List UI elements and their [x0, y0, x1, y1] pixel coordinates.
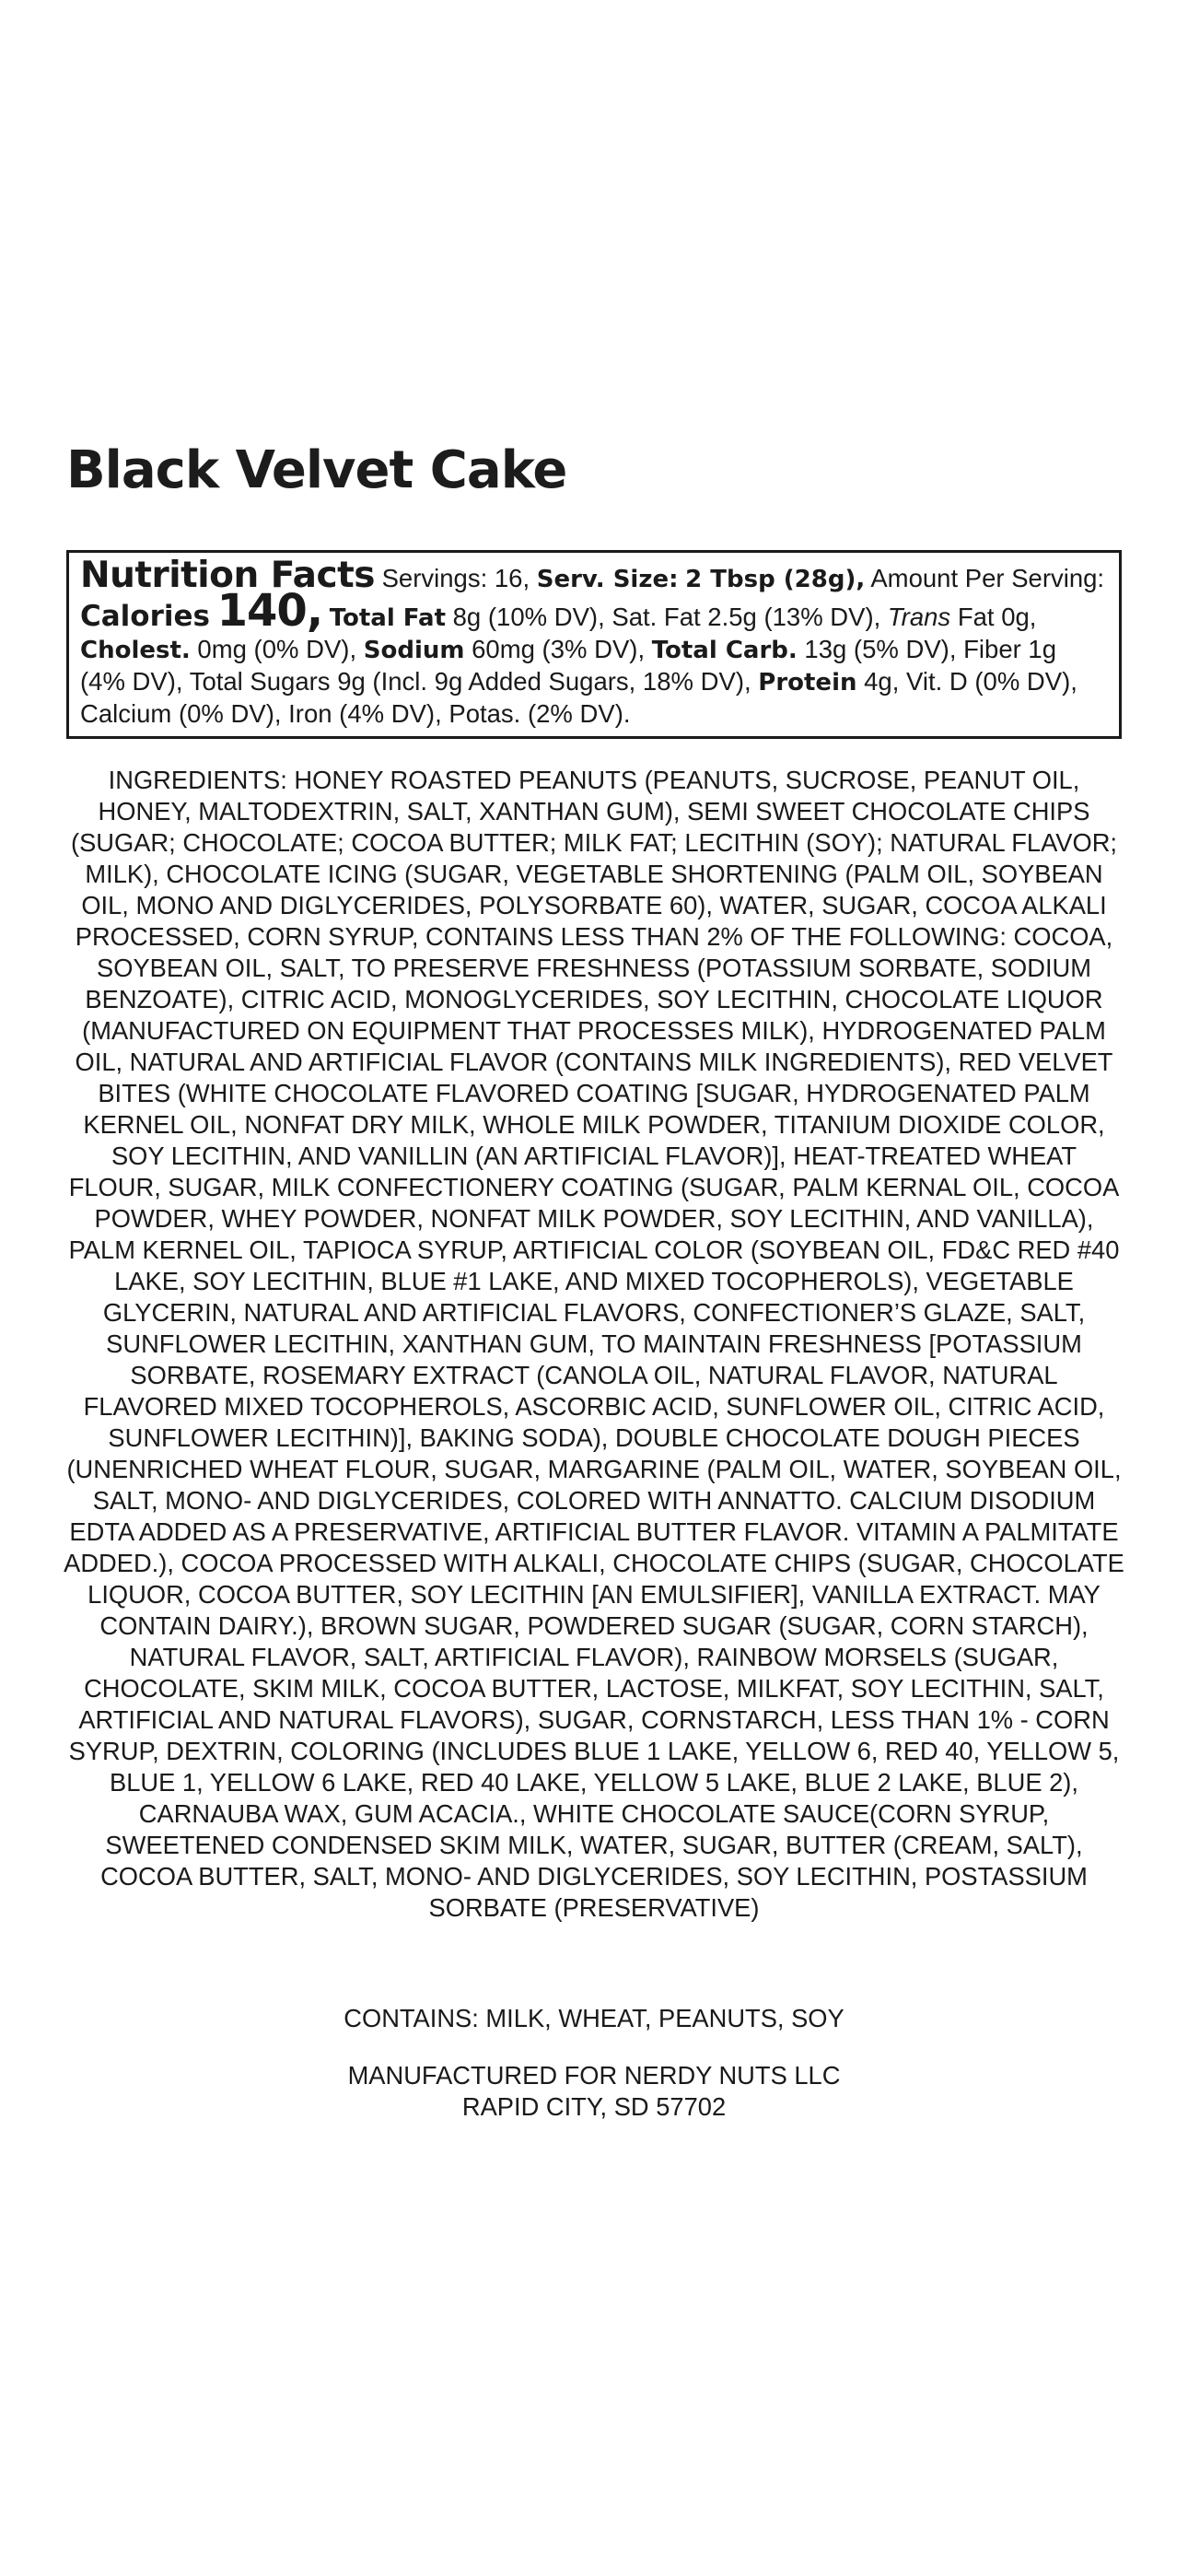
sodium-label: Sodium	[363, 637, 465, 664]
amount-per-serving-text: Amount Per Serving:	[870, 564, 1105, 592]
product-title: Black Velvet Cake	[66, 440, 567, 500]
total-fat-label: Total Fat	[329, 604, 446, 632]
trans-fat-value: Fat 0g,	[957, 603, 1037, 631]
total-carb-value: 13g (5% DV), Fiber 1g (4% DV), Total Sugars 9g (Incl. 9g Added Sugars, 18% DV),	[80, 635, 1056, 696]
allergen-statement: CONTAINS: MILK, WHEAT, PEANUTS, SOY	[344, 2004, 844, 2032]
total-carb-label: Total Carb.	[651, 637, 798, 664]
ingredients-list: INGREDIENTS: HONEY ROASTED PEANUTS (PEANUTS, SUCROSE, PEANUT OIL, HONEY, MALTODEXTRIN, SALT, XANTHAN GUM), SEMI SWEET CHOCOLATE CHIPS (SUGAR; CHOCOLATE; COCOA BUTTER; MILK FAT; LECITHIN (SOY); NATURAL FLAVOR; MILK), CHOCOLATE ICING (SUGAR, VEGETABLE SHORTENING (PALM OIL, SOYBEAN OIL, MONO AND DIGLYCERIDES, POLYSORBATE 60), WATER, SUGAR, COCOA ALKALI PROCESSED, CORN SYRUP, CONTAINS LESS THAN 2% OF THE FOLLOWING: COCOA, SOYBEAN OIL, SALT, TO PRESERVE FRESHNESS (POTASSIUM SORBATE, SODIUM BENZOATE), CITRIC ACID, MONOGLYCERIDES, SOY LECITHIN, CHOCOLATE LIQUOR (MANUFACTURED ON EQUIPMENT THAT PROCESSES MILK), HYDROGENATED PALM OIL, NATURAL AND ARTIFICIAL FLAVOR (CONTAINS MILK INGREDIENTS), RED VELVET BITES (WHITE CHOCOLATE FLAVORED COATING [SUGAR, HYDROGENATED PALM KERNEL OIL, NONFAT DRY MILK, WHOLE MILK POWDER, TITANIUM DIOXIDE COLOR, SOY LECITHIN, AND VANILLIN (AN ARTIFICIAL FLAVOR)], HEAT-TREATED WHEAT FLOUR, SUGAR, MILK CONFECTIONERY COATING (SUGAR, PALM KERNAL OIL, COCOA POWDER, WHEY POWDER, NONFAT MILK POWDER, SOY LECITHIN, AND VANILLA), PALM KERNEL OIL, TAPIOCA SYRUP, ARTIFICIAL COLOR (SOYBEAN OIL, FD&C RED #40 LAKE, SOY LECITHIN, BLUE #1 LAKE, AND MIXED TOCOPHEROLS), VEGETABLE GLYCERIN, NATURAL AND ARTIFICIAL FLAVORS, CONFECTIONER’S GLAZE, SALT, SUNFLOWER LECITHIN, XANTHAN GUM, TO MAINTAIN FRESHNESS [POTASSIUM SORBATE, ROSEMARY EXTRACT (CANOLA OIL, NATURAL FLAVOR, NATURAL FLAVORED MIXED TOCOPHEROLS, ASCORBIC ACID, SUNFLOWER OIL, CITRIC ACID, SUNFLOWER LECITHIN)], BAKING SODA), DOUBLE CHOCOLATE DOUGH PIECES (UNENRICHED WHEAT FLOUR, SUGAR, MARGARINE (PALM OIL, WATER, SOYBEAN OIL, SALT, MONO- AND DIGLYCERIDES, COLORED WITH ANNATTO. CALCIUM DISODIUM EDTA ADDED AS A PRESERVATIVE, ARTIFICIAL BUTTER FLAVOR. VITAMIN A PALMITATE ADDED.), COCOA PROCESSED WITH ALKALI, CHOCOLATE CHIPS (SUGAR, CHOCOLATE LIQUOR, COCOA BUTTER, SOY LECITHIN [AN EMULSIFIER], VANILLA EXTRACT. MAY CONTAIN DAIRY.), BROWN SUGAR, POWDERED SUGAR (SUGAR, CORN STARCH), NATURAL FLAVOR, SALT, ARTIFICIAL FLAVOR), RAINBOW MORSELS (SUGAR, CHOCOLATE, SKIM MILK, COCOA BUTTER, LACTOSE, MILKFAT, SOY LECITHIN, SALT, ARTIFICIAL AND NATURAL FLAVORS), SUGAR, CORNSTARCH, LESS THAN 1% - CORN SYRUP, DEXTRIN, COLORING (INCLUDES BLUE 1 LAKE, YELLOW 6, RED 40, YELLOW 5, BLUE 1, YELLOW 6 LAKE, RED 40 LAKE, YELLOW 5 LAKE, BLUE 2 LAKE, BLUE 2), CARNAUBA WAX, GUM ACACIA., WHITE CHOCOLATE SAUCE(CORN SYRUP, SWEETENED CONDENSED SKIM MILK, WATER, SUGAR, BUTTER (CREAM, SALT), COCOA BUTTER, SALT, MONO- AND DIGLYCERIDES, SOY LECITHIN, POSTASSIUM SORBATE (PRESERVATIVE)	[64, 766, 1124, 1922]
trans-fat-label: Trans	[887, 603, 951, 631]
manufacturer-address: RAPID CITY, SD 57702	[461, 2092, 727, 2121]
manufacturer-info	[63, 2060, 1125, 2123]
sodium-value: 60mg (3% DV),	[472, 635, 646, 663]
serving-size-label: Serv. Size:	[536, 566, 679, 593]
servings-text: Servings: 16,	[381, 564, 530, 592]
calories-value: 140,	[216, 585, 323, 637]
cholesterol-label: Cholest.	[80, 637, 191, 664]
total-fat-value: 8g (10% DV), Sat. Fat 2.5g (13% DV),	[452, 603, 881, 631]
nutrition-facts-panel	[66, 550, 1122, 739]
nutrition-facts-heading: Nutrition Facts	[80, 555, 375, 596]
cholesterol-value: 0mg (0% DV),	[197, 635, 357, 663]
calories-label: Calories	[80, 600, 210, 633]
protein-label: Protein	[758, 669, 857, 697]
manufacturer-name: MANUFACTURED FOR NERDY NUTS LLC	[347, 2061, 841, 2090]
protein-value: 4g, Vit. D (0% DV), Calcium (0% DV), Iron (4% DV), Potas. (2% DV).	[80, 667, 1077, 728]
serving-size-value: 2 Tbsp (28g),	[685, 566, 866, 593]
